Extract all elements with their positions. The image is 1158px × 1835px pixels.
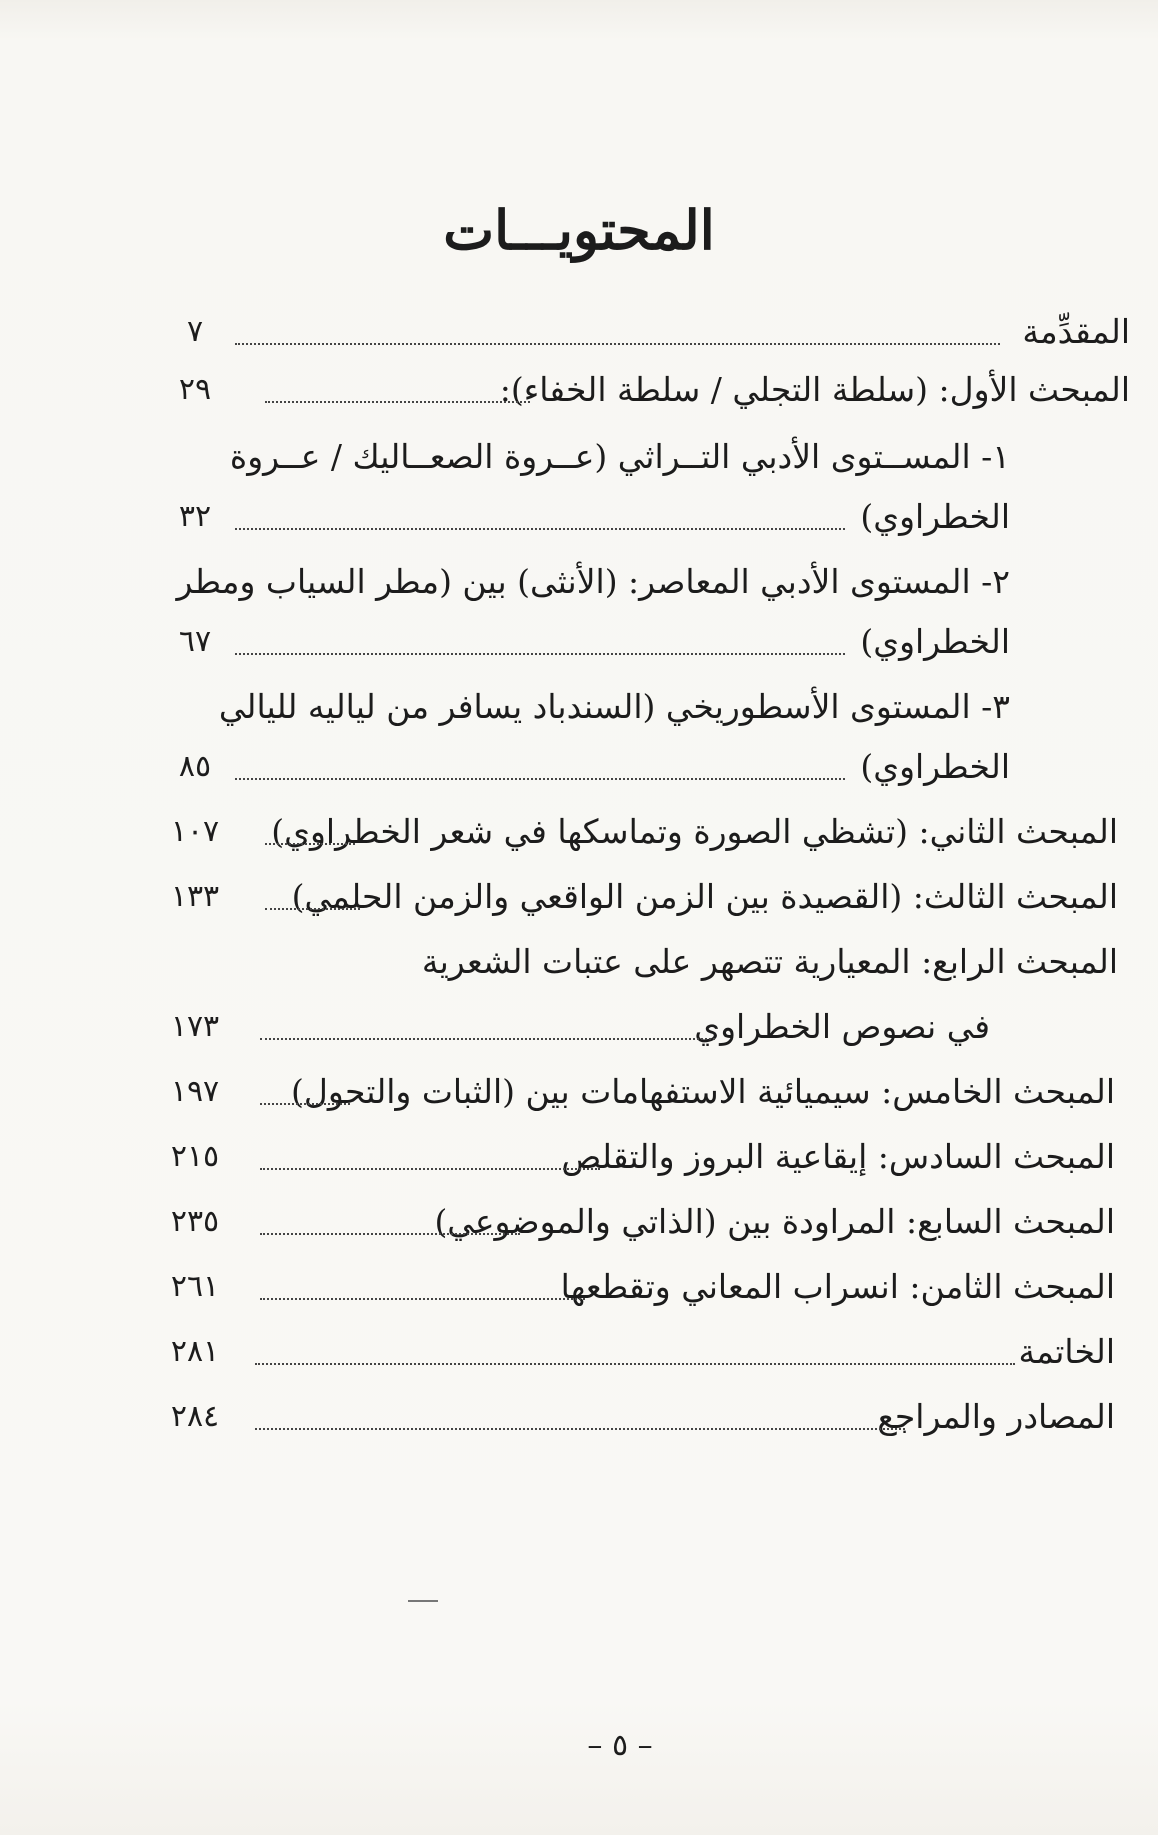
dot-leader: [260, 1233, 520, 1235]
toc-page-number: ٧: [186, 314, 204, 349]
dot-leader: [265, 908, 360, 910]
dot-leader: [260, 1103, 350, 1105]
toc-subentry-2-line-2: [150, 615, 1130, 669]
dot-leader: [265, 401, 530, 403]
toc-entry-label: المبحث الخامس: سيميائية الاستفهامات بين (الثبات والتحول): [291, 1072, 1115, 1111]
dot-leader: [235, 343, 1000, 345]
toc-subentry-3-line-2: [150, 740, 1130, 794]
toc-entry-label: المبحث الثالث: (القصيدة بين الزمن الواقعي والزمن الحلمي): [291, 877, 1118, 916]
toc-entry-chapter-8: [150, 1260, 1130, 1314]
toc-entry-label: ٢- المستوى الأدبي المعاصر: (الأنثى) بين (مطر السياب ومطر: [176, 562, 1010, 601]
toc-page-number: ١٧٣: [170, 1009, 220, 1044]
toc-entry-references: [150, 1390, 1130, 1444]
dot-leader: [265, 843, 355, 845]
toc-entry-label: المقدِّمة: [1022, 312, 1130, 351]
toc-entry-introduction: [150, 305, 1130, 359]
toc-entry-chapter-1: [150, 363, 1130, 417]
page-folio-number: – ٥ –: [587, 1728, 653, 1763]
toc-page-number: ٢٩: [178, 372, 212, 407]
toc-entry-label: المبحث الثامن: انسراب المعاني وتقطعها: [560, 1267, 1115, 1306]
dot-leader: [260, 1298, 585, 1300]
toc-page-number: [150, 555, 240, 609]
toc-entry-label: الخطراوي): [860, 497, 1010, 536]
toc-entry-label: ٣- المستوى الأسطوريخي (السندباد يسافر من لياليه لليالي: [218, 687, 1010, 726]
toc-entry-label: الخاتمة: [1018, 1332, 1115, 1371]
dot-leader: [260, 1168, 600, 1170]
toc-page-number: ٢٣٥: [170, 1204, 220, 1239]
toc-entry-label: المبحث السابع: المراودة بين (الذاتي والموضوعي): [434, 1202, 1115, 1241]
toc-page-number: ١٠٧: [170, 814, 220, 849]
decorative-dash: [408, 1600, 438, 1602]
toc-page-number: ٢٨٤: [170, 1399, 220, 1434]
dot-leader: [255, 1363, 1015, 1365]
toc-entry-chapter-4-line-2: [150, 1000, 1130, 1054]
toc-entry-chapter-3: [150, 870, 1130, 924]
toc-entry-label: المصادر والمراجع: [877, 1397, 1115, 1436]
toc-entry-chapter-7: [150, 1195, 1130, 1249]
dot-leader: [235, 778, 845, 780]
toc-entry-label: المبحث السادس: إيقاعية البروز والتقلص: [561, 1137, 1115, 1176]
toc-entry-label: المبحث الأول: (سلطة التجلي / سلطة الخفاء):: [499, 370, 1130, 409]
toc-entry-label: الخطراوي): [860, 747, 1010, 786]
toc-entry-label: المبحث الرابع: المعيارية تتصهر على عتبات الشعرية: [421, 942, 1118, 981]
toc-page-number: ٣٢: [178, 499, 212, 534]
toc-subentry-3-line-1: [150, 680, 1130, 734]
toc-subentry-1-line-2: [150, 490, 1130, 544]
toc-subentry-1-line-1: [150, 430, 1130, 484]
toc-page-number: ١٩٧: [170, 1074, 220, 1109]
toc-entry-chapter-2: [150, 805, 1130, 859]
dot-leader: [255, 1428, 905, 1430]
toc-page-number: ٦٧: [178, 624, 212, 659]
dot-leader: [235, 653, 845, 655]
toc-entry-chapter-6: [150, 1130, 1130, 1184]
toc-subentry-2-line-1: [150, 555, 1130, 609]
toc-entry-conclusion: [150, 1325, 1130, 1379]
dot-leader: [260, 1038, 715, 1040]
dot-leader: [235, 528, 845, 530]
toc-entry-chapter-4-line-1: [150, 935, 1130, 989]
toc-page-number: [150, 680, 240, 734]
toc-page-number: [150, 430, 240, 484]
toc-entry-label: ١- المســتوى الأدبي التــراثي (عــروة الصعــاليك / عــروة: [229, 437, 1010, 476]
toc-entry-label: في نصوص الخطراوي: [694, 1007, 990, 1046]
toc-page-number: ٢٦١: [170, 1269, 220, 1304]
toc-page-number: ٢١٥: [170, 1139, 220, 1174]
toc-page-number: ١٣٣: [170, 879, 220, 914]
toc-page-number: [150, 935, 240, 989]
toc-entry-label: الخطراوي): [860, 622, 1010, 661]
toc-entry-label: المبحث الثاني: (تشظي الصورة وتماسكها في شعر الخطراوي): [271, 812, 1118, 851]
toc-page-number: ٢٨١: [170, 1334, 220, 1369]
toc-entry-chapter-5: [150, 1065, 1130, 1119]
page-title: المحتويـــات: [443, 198, 715, 262]
toc-page-number: ٨٥: [178, 749, 212, 784]
